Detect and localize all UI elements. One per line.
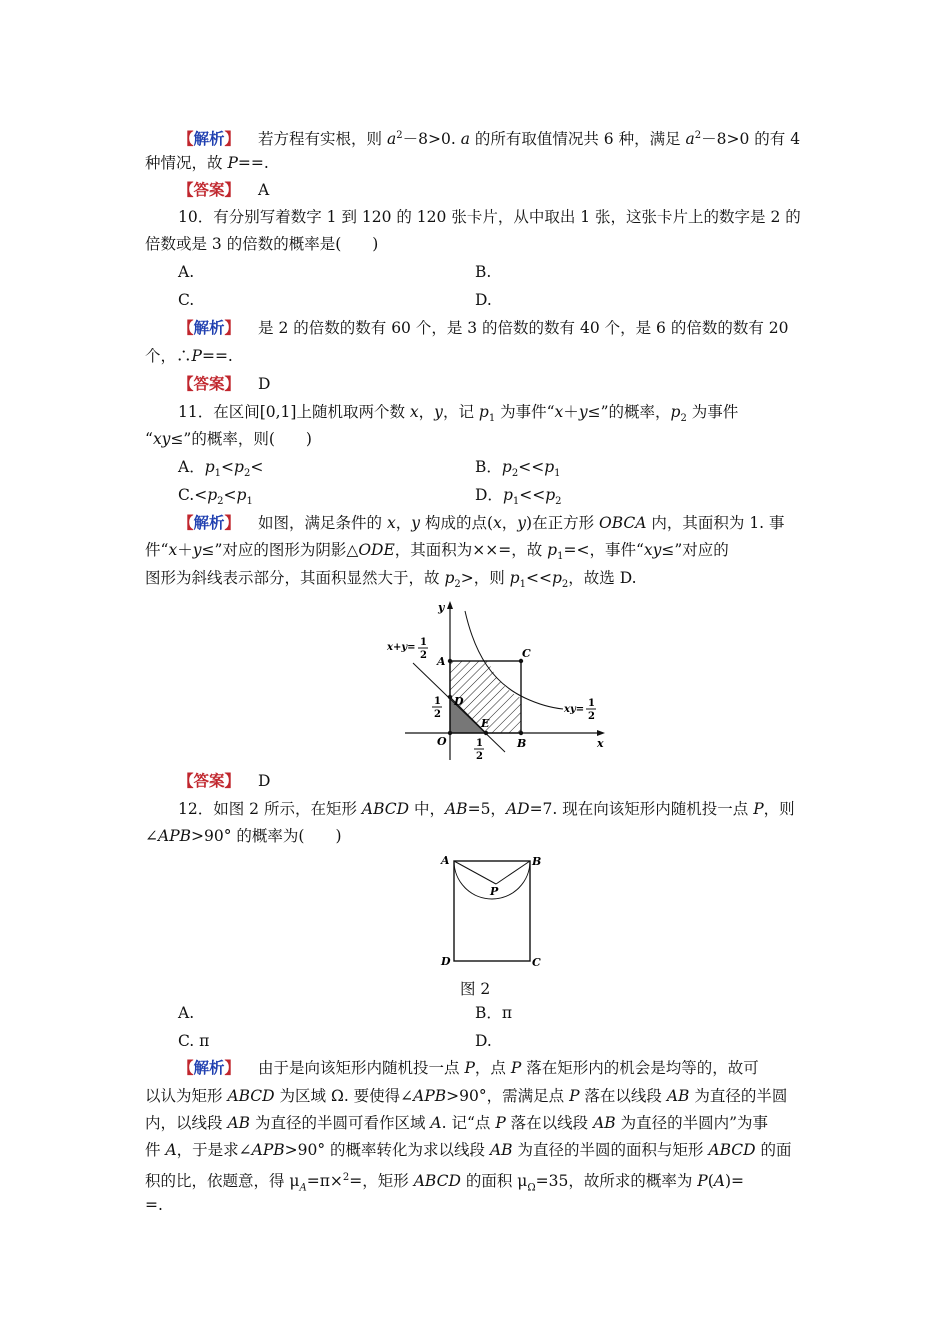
q12-stem-line-1: 12．如图 2 所示，在矩形 ABCD 中，AB=5，AD=7. 现在向该矩形内随机投一点 P，则 [178, 800, 795, 818]
svg-text:A: A [437, 655, 446, 668]
q9-analysis-line-2: 种情况，故 P==. [145, 154, 269, 172]
svg-text:A: A [441, 854, 450, 867]
q12-analysis-line-3: 内，以线段 AB 为直径的半圆可看作区域 A. 记“点 P 落在以线段 AB 为直径的半圆内”为事 [145, 1114, 769, 1132]
svg-text:D: D [454, 695, 464, 708]
q9-answer: 【答案】 A [178, 181, 270, 199]
q12-analysis-line-4: 件 A，于是求∠APB>90° 的概率转化为求以线段 AB 为直径的半圆的面积与矩形 ABCD 的面 [145, 1141, 792, 1159]
q12-analysis-line-2: 以认为矩形 ABCD 为区域 Ω. 要使得∠APB>90°，需满足点 P 落在以线段 AB 为直径的半圆 [145, 1087, 788, 1105]
svg-text:2: 2 [434, 709, 441, 720]
q11-analysis-line-3: 图形为斜线表示部分，其面积显然大于，故 $p_2>$，则 $p_1<<p_2$，故选 D. [145, 569, 637, 591]
answer-tag: 答案 [193, 181, 225, 199]
q11-analysis-line-2: 件“x＋y≤”对应的图形为阴影△ODE，其面积为××=，故 $p_1=<$，事件“xy≤”对应的 [145, 541, 729, 563]
q12-analysis-line-6: =. [145, 1196, 163, 1214]
svg-text:1: 1 [420, 637, 427, 648]
svg-text:O: O [437, 735, 447, 748]
svg-text:1: 1 [476, 738, 483, 749]
svg-text:B: B [532, 855, 542, 868]
svg-text:E: E [481, 717, 490, 730]
svg-text:xy=: xy= [564, 704, 585, 715]
q11-stem-line-1: 11．在区间[0,1]上随机取两个数 x，y，记 $p_1$ 为事件“x＋y≤”的概率，$p_2$ 为事件 [178, 403, 739, 425]
q10-stem-line-1: 10．有分别写着数字 1 到 120 的 120 张卡片，从中取出 1 张，这张卡片上的数字是 2 的 [178, 208, 801, 226]
q12-option-d: D. [475, 1032, 492, 1050]
svg-text:2: 2 [476, 751, 483, 762]
svg-text:1: 1 [434, 696, 441, 707]
q12-stem-line-2: ∠APB>90° 的概率为( ) [145, 827, 342, 845]
svg-text:C: C [532, 956, 541, 969]
figure-2-caption: 图 2 [460, 980, 491, 998]
q11-figure [375, 595, 615, 770]
q12-figure [432, 851, 552, 971]
svg-text:2: 2 [420, 650, 427, 661]
q9-analysis-line-1: 【解析】 若方程有实根，则 $a^2-8>0$. a 的所有取值情况共 6 种，满足 $a^2-8>0$ 的有 4 [178, 130, 801, 149]
q10-analysis-line-1: 【解析】 是 2 的倍数的数有 60 个，是 3 的倍数的数有 40 个，是 6 的倍数的数有 20 [178, 319, 789, 337]
q10-option-a: A. [178, 263, 195, 281]
q11-option-b: B．$p_2<<p_1$ [475, 458, 561, 480]
svg-text:1: 1 [588, 698, 595, 709]
svg-text:2: 2 [588, 711, 595, 722]
svg-text:P: P [490, 885, 499, 898]
q11-option-a: A．$p_1<p_2<$ [178, 458, 264, 480]
svg-text:y: y [438, 601, 445, 614]
q12-analysis-line-5: 积的比，依题意，得 $\mu_A=\pi\times^2=$，矩形 ABCD 的面积 $\mu_\Omega=35$，故所求的概率为 P(A)= [145, 1172, 745, 1194]
q10-stem-line-2: 倍数或是 3 的倍数的概率是( ) [145, 235, 379, 253]
q11-stem-line-2: “xy≤”的概率，则( ) [145, 430, 312, 448]
q11-answer: 【答案】 D [178, 772, 271, 790]
q10-option-b: B. [475, 263, 492, 281]
q10-option-c: C. [178, 291, 195, 309]
q12-option-a: A. [178, 1004, 195, 1022]
q11-option-d: D．$p_1<<p_2$ [475, 486, 562, 508]
rectangle-abcd [454, 861, 530, 961]
svg-text:x: x [597, 737, 604, 750]
q10-option-d: D. [475, 291, 492, 309]
q12-analysis-line-1: 【解析】 由于是向该矩形内随机投一点 P，点 P 落在矩形内的机会是均等的，故可 [178, 1059, 759, 1077]
svg-text:C: C [522, 647, 531, 660]
q10-answer: 【答案】 D [178, 375, 271, 393]
analysis-tag: 解析 [193, 130, 225, 149]
q12-option-c: C. π [178, 1032, 210, 1050]
q12-option-b: B．π [475, 1004, 513, 1022]
q11-option-c: $C.<p_2<p_1$ [178, 486, 253, 508]
q10-analysis-line-2: 个，∴P==. [145, 347, 233, 365]
svg-text:D: D [441, 955, 451, 968]
svg-text:B: B [517, 737, 527, 750]
svg-text:x+y=: x+y= [387, 642, 416, 653]
q11-analysis-line-1: 【解析】 如图，满足条件的 x，y 构成的点(x，y)在正方形 OBCA 内，其面积为 1. 事 [178, 514, 785, 532]
